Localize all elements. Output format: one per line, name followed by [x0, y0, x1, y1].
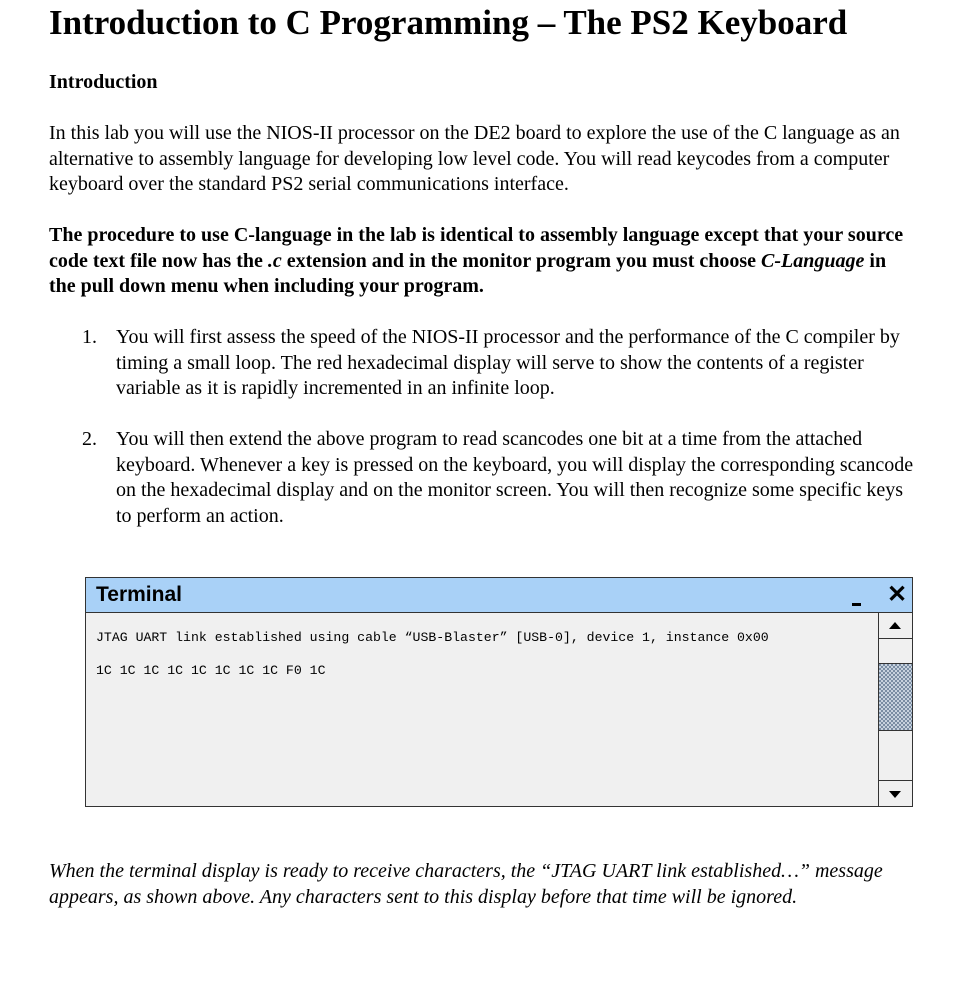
- procedure-language: C-Language: [761, 249, 865, 272]
- figure-caption: When the terminal display is ready to receive characters, the “JTAG UART link established…” message appears, as shown above. Any characters sent to this display before that time will be ignored.: [49, 860, 883, 908]
- intro-paragraph: In this lab you will use the NIOS-II processor on the DE2 board to explore the use of the C language as an alternative to assembly language for developing low level code. You will read keycodes from a computer keyboard over the standard PS2 serial communications interface.: [49, 122, 900, 196]
- procedure-paragraph: [49, 223, 909, 300]
- scroll-down-arrow-icon[interactable]: [879, 780, 912, 806]
- section-heading: Introduction: [49, 71, 158, 93]
- procedure-text-1: The procedure to use C-language in the lab is identical to assembly language except that your source code text file now has the: [49, 224, 904, 272]
- minimize-icon[interactable]: [849, 578, 865, 612]
- scrollbar-thumb[interactable]: [879, 663, 912, 731]
- terminal-title: Terminal: [96, 583, 182, 606]
- list-number: 1.: [82, 326, 97, 348]
- terminal-window: [85, 577, 913, 807]
- terminal-output[interactable]: [86, 613, 878, 806]
- vertical-scrollbar[interactable]: [878, 613, 912, 806]
- terminal-titlebar[interactable]: [86, 578, 912, 613]
- list-number: 2.: [82, 428, 97, 450]
- procedure-extension: .c: [267, 249, 282, 272]
- list-text: You will first assess the speed of the NIOS-II processor and the performance of the C compiler by timing a small loop. The red hexadecimal display will serve to show the contents of a register variable as it is rapidly incremented in an infinite loop.: [116, 326, 900, 400]
- procedure-text-2: extension and in the monitor program you must choose: [281, 249, 762, 272]
- procedure-text-3: in the pull down menu when including your program.: [49, 249, 887, 298]
- terminal-line: 1C 1C 1C 1C 1C 1C 1C 1C F0 1C: [96, 663, 326, 678]
- scroll-up-arrow-icon[interactable]: [879, 613, 912, 639]
- terminal-line: JTAG UART link established using cable “USB-Blaster” [USB-0], device 1, instance 0x00: [96, 630, 769, 645]
- page-title: Introduction to C Programming – The PS2 Keyboard: [49, 3, 848, 42]
- close-icon[interactable]: ✕: [887, 581, 908, 608]
- list-text: You will then extend the above program to read scancodes one bit at a time from the attached keyboard. Whenever a key is pressed on the keyboard, you will display the corresponding scancode on the hexadecimal display and on the monitor screen. You will then recognize some specific keys to perform an action.: [116, 428, 914, 527]
